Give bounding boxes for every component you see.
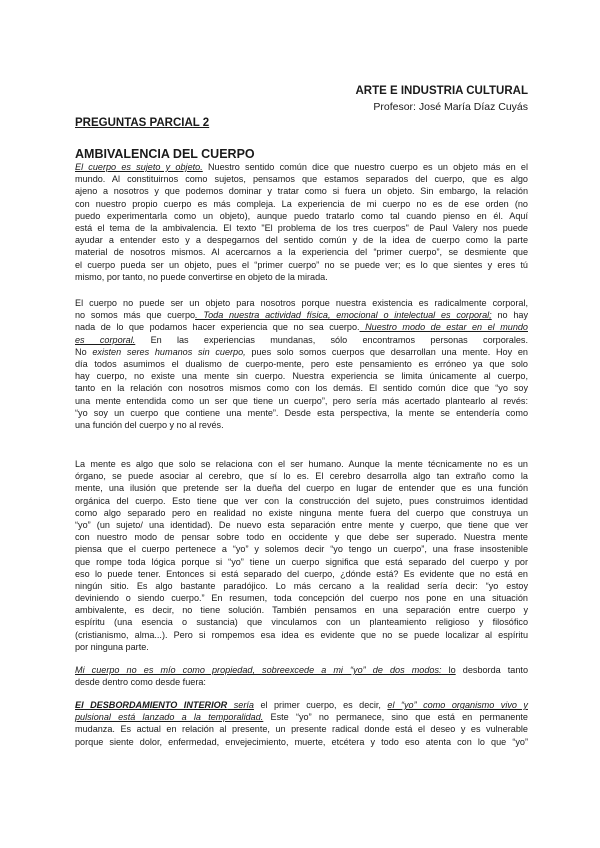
emphasized-text: pulsional está lanzado a la temporalidad. — [75, 712, 264, 723]
text-segment: ningún sitio. Es algo bastante paradójico. Lo más cercano a la realidad sería decir: “yo estoy — [75, 580, 528, 591]
text-segment: mudanza. Es actual en relación al presente, un presente radical donde está el deseo y es vulnerable — [75, 724, 528, 735]
text-segment: “yo soy un cuerpo que contiene una mente”. Desde esta perspectiva, la mente se entendería como — [75, 407, 528, 418]
text-segment: En las experiencias mundanas, sólo encontramos personas corporales. — [135, 334, 529, 345]
text-segment: con nuestro modo de pensar sobre todo en occidente y que debe ser superado. Nuestra mente — [75, 532, 528, 543]
text-line — [75, 531, 528, 543]
text-line — [75, 568, 528, 580]
text-line — [75, 556, 528, 568]
text-segment: que rompe toda lógica porque si “yo” tiene un cuerpo significa que está separado del cuerpo y por — [75, 556, 528, 567]
text-line — [75, 495, 528, 507]
emphasized-text: es corporal. — [75, 334, 136, 345]
paragraph — [75, 297, 528, 431]
text-segment: nada de lo que podamos hacer experiencia que no sea cuerpo. — [75, 322, 360, 333]
text-segment: como algo separado pero en realidad no existe ninguna mente fuera del cuerpo que construya un — [75, 507, 528, 518]
text-line — [75, 736, 528, 748]
text-line — [75, 346, 528, 358]
text-segment: ayudar a entender esto y a despegarnos del sentido común y de la idea de cuerpo como la parte — [75, 235, 528, 246]
text-line — [75, 271, 528, 283]
text-segment: pues solo somos cuerpos que desarrollan una mente. Hoy en — [245, 346, 528, 357]
paragraph — [75, 161, 528, 283]
emphasized-text: El DESBORDAMIENTO INTERIOR — [75, 700, 228, 710]
text-segment: no somos más que cuerpo — [75, 310, 196, 321]
text-line — [75, 309, 528, 321]
text-line — [75, 210, 528, 222]
text-line — [75, 370, 528, 382]
text-segment: desde dentro como desde fuera: — [75, 677, 206, 688]
paragraph — [75, 458, 528, 653]
text-segment: hay cuerpo, no existe una mente sin cuerpo. Nuestra experiencia se limita únicamente al cuerpo, — [75, 371, 528, 382]
text-segment: porque siente dolor, enfermedad, envejecimiento, muerte, etcétera y todo eso atenta con lo que “yo” — [75, 736, 528, 747]
text-line — [75, 321, 528, 333]
text-line — [75, 173, 528, 185]
text-segment: Nuestro sentido común dice que nuestro cuerpo es un objeto más en el — [202, 162, 528, 172]
text-segment: puedo experimentarla como un objeto), aunque puedo tratarlo como tal cuando pienso en él. Aquí — [75, 210, 528, 221]
text-line — [75, 616, 528, 628]
text-line — [75, 358, 528, 370]
text-line — [75, 592, 528, 604]
text-segment: el cuerpo pueda ser un objeto, pues el “primer cuerpo” no se puede ver; es lo que sientes y eres tú — [75, 259, 528, 270]
text-line — [75, 395, 528, 407]
emphasized-text: Nuestro modo de estar en el mundo — [359, 322, 528, 333]
text-line — [75, 470, 528, 482]
text-line — [75, 458, 528, 470]
text-line — [75, 334, 528, 346]
text-segment: está el tema de la ambivalencia. El texto "El problema de los tres cuerpos" de Paul Valery nos puede — [75, 222, 528, 233]
emphasized-text: existen seres humanos sin cuerpo, — [92, 346, 246, 357]
professor-name: Profesor: José María Díaz Cuyás — [373, 101, 528, 113]
emphasized-text: . Toda nuestra actividad física, emocional o intelectual es corporal; — [195, 310, 492, 321]
paragraph — [75, 664, 528, 688]
text-segment: orgánica del cuerpo. Esto tiene que ver con la construcción del sujeto, pues construimos identidad — [75, 495, 528, 506]
text-segment: material de nosotros mismos. Al acercarnos a la experiencia del “primer cuerpo”, se desmiente que — [75, 247, 528, 258]
text-segment: ajeno a nosotros y que podemos dominar y tratar como si fuera un objeto. Sin embargo, la relación — [75, 186, 528, 197]
text-segment: (cristianismo, alma...). Pero si rompemos esa idea es evidente que no se puede localizar al espíritu — [75, 629, 528, 640]
text-segment: por ninguna parte. — [75, 641, 149, 652]
text-line — [75, 222, 528, 234]
text-segment: órgano, se puede asociar al cerebro, que sí lo es. El cerebro desarrolla algo tan extraño como la — [75, 471, 528, 482]
text-line — [75, 419, 528, 431]
exam-title: PREGUNTAS PARCIAL 2 — [75, 117, 210, 129]
text-line — [75, 246, 528, 258]
text-segment: El cuerpo no puede ser un objeto para nosotros porque nuestra existencia es radicalmente corporal, — [75, 298, 528, 308]
text-segment: día todos asumimos el dualismo de cuerpo-mente, pero este pensamiento es erróneo ya que solo — [75, 358, 528, 369]
emphasized-text: el “yo” como organismo vivo y — [387, 700, 528, 710]
text-segment: no hay — [491, 310, 528, 321]
section-title: AMBIVALENCIA DEL CUERPO — [75, 147, 255, 161]
text-line — [75, 297, 528, 309]
text-line — [75, 185, 528, 197]
text-line — [75, 604, 528, 616]
text-segment: espíritu (una esencia o sustancia) que vinculamos con un planteamiento religioso y filosófico — [75, 617, 528, 628]
course-title: ARTE E INDUSTRIA CULTURAL — [355, 85, 528, 97]
text-segment: mundo. Al constituirnos como sujetos, pensamos que estamos separados del cuerpo, que es algo — [75, 174, 528, 185]
text-line — [75, 699, 528, 711]
text-segment: deviniendo o siendo cuerpo.” En resumen, toda concepción del cuerpo nos pone en una situación — [75, 593, 528, 604]
text-line — [75, 676, 528, 688]
text-line — [75, 664, 528, 676]
emphasized-text: Mi cuerpo no es mío como propiedad, sobreexcede a mi “yo” de dos modos: — [75, 665, 442, 675]
text-line — [75, 234, 528, 246]
text-segment: piensa que el cuerpo pertenece a “yo” y solemos decir “yo tengo un cuerpo”, una frase insostenible — [75, 544, 528, 555]
text-line — [75, 407, 528, 419]
text-segment: Este “yo” no permanece, sino que está en permanente — [263, 712, 528, 723]
text-segment: eso lo puede tener. Entonces si está separado del cuerpo, ¿dónde está? Es evidente que no está en — [75, 568, 528, 579]
text-segment: desborda tanto — [455, 665, 529, 675]
emphasized-text: El cuerpo es sujeto y objeto. — [75, 162, 203, 172]
text-segment: una función del cuerpo y no al revés. — [75, 419, 224, 430]
text-line — [75, 519, 528, 531]
paragraph — [75, 699, 528, 748]
text-line — [75, 580, 528, 592]
text-line — [75, 482, 528, 494]
text-line — [75, 161, 528, 173]
text-line — [75, 198, 528, 210]
text-segment: ambivalente, es decir, no tiene solución. También pensamos en una separación entre cuerpo y — [75, 605, 528, 616]
text-line — [75, 507, 528, 519]
emphasized-text: sería — [227, 700, 254, 710]
text-segment: el primer cuerpo, es decir, — [253, 700, 388, 710]
text-line — [75, 641, 528, 653]
text-segment: La mente es algo que solo se relaciona con el ser humano. Aunque la mente técnicamente no es un — [75, 459, 528, 469]
text-line — [75, 543, 528, 555]
text-line — [75, 259, 528, 271]
text-segment: mente, una ilusión que pretende ser la dueña del cuerpo en lugar de entender que es una función — [75, 483, 528, 494]
text-segment: tanto en la relación con nosotros mismos como con los demás. El sentido común dice que “yo soy — [75, 383, 528, 394]
text-segment: una mente entendida como un ser que tiene un cuerpo”, pero sería más acertado plantearlo al revés: — [75, 395, 528, 406]
text-segment: con nuestro propio cuerpo es más compleja. La experiencia de mi cuerpo no es de ese orden (no — [75, 198, 528, 209]
text-segment: No — [75, 346, 93, 357]
text-segment: mismo, por tanto, no puede convertirse en objeto de la mirada. — [75, 271, 328, 282]
text-segment: “yo” (un sujeto/ una identidad). De nuevo esta separación entre mente y cuerpo, que tiene que ver — [75, 519, 528, 530]
text-line — [75, 723, 528, 735]
text-line — [75, 711, 528, 723]
emphasized-text: lo — [441, 665, 456, 675]
text-line — [75, 629, 528, 641]
text-line — [75, 382, 528, 394]
